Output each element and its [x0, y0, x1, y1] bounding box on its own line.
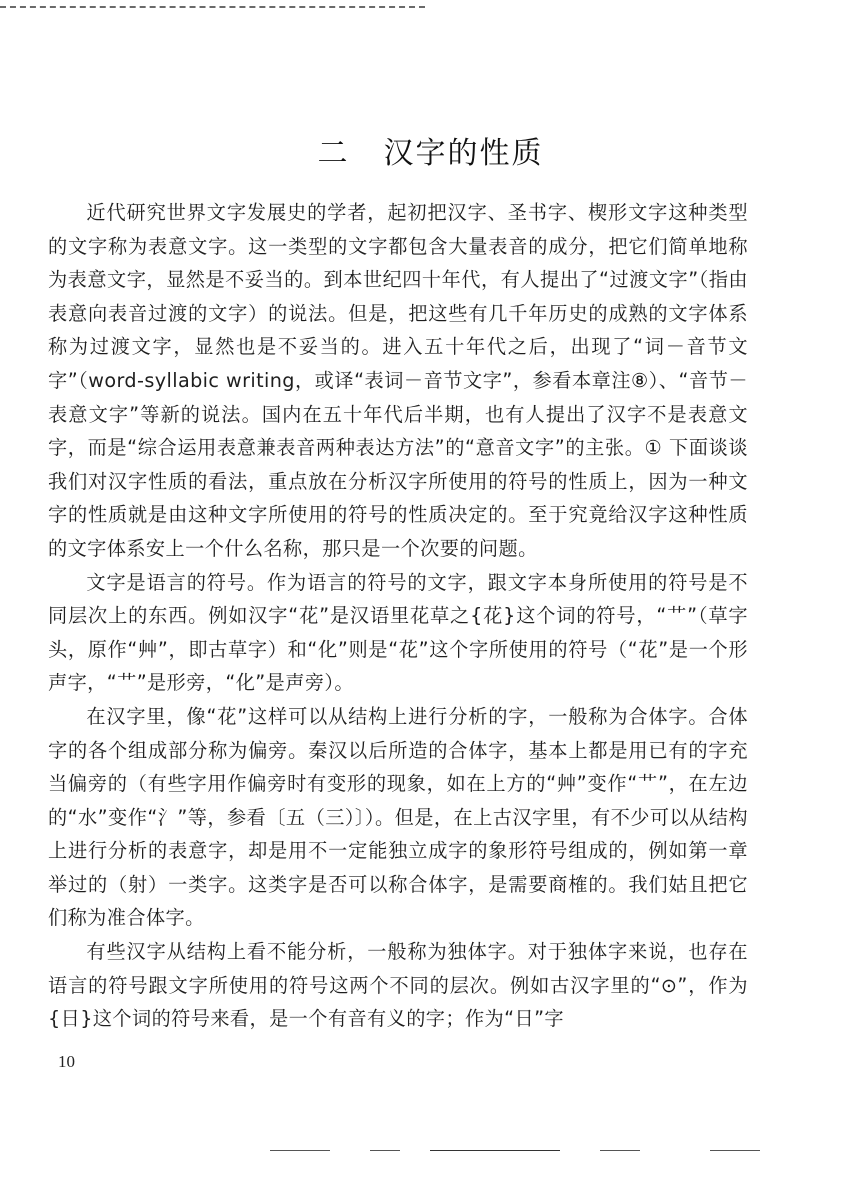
top-dashed-rule [0, 6, 425, 8]
paragraph-2: 文字是语言的符号。作为语言的符号的文字，跟文字本身所使用的符号是不同层次上的东西。例如汉字“花”是汉语里花草之{花}这个词的符号，“艹”（草字头，原作“艸”，即古草字）和“化”则是“花”这个字所使用的符号（“花”是一个形声字，“艹”是形旁，“化”是声旁）。 [48, 570, 748, 695]
scan-artifact-marks [270, 1150, 770, 1154]
page-number: 10 [58, 1052, 75, 1071]
chapter-title: 汉字的性质 [383, 136, 544, 171]
paragraph-4: 有些汉字从结构上看不能分析，一般称为独体字。对于独体字来说，也存在语言的符号跟文字所使用的符号这两个不同的层次。例如古汉字里的“⊙”，作为{日}这个词的符号来看，是一个有音有义的字；作为“日”字 [48, 940, 748, 1031]
body-text [48, 196, 748, 1036]
paragraph-1: 近代研究世界文字发展史的学者，起初把汉字、圣书字、楔形文字这种类型的文字称为表意文字。这一类型的文字都包含大量表音的成分，把它们简单地称为表意文字，显然是不妥当的。到本世纪四十年代，有人提出了“过渡文字”（指由表意向表音过渡的文字）的说法。但是，把这些有几千年历史的成熟的文字体系称为过渡文字，显然也是不妥当的。进入五十年代之后，出现了“词－音节文字”（word-syllabic writing，或译“表词－音节文字”，参看本章注⑧）、“音节－表意文字”等新的说法。国内在五十年代后半期，也有人提出了汉字不是表意文字，而是“综合运用表意兼表音两种表达方法”的“意音文字”的主张。① 下面谈谈我们对汉字性质的看法，重点放在分析汉字所使用的符号的性质上，因为一种文字的性质就是由这种文字所使用的符号的性质决定的。至于究竟给汉字这种性质的文字体系安上一个什么名称，那只是一个次要的问题。 [48, 201, 748, 560]
chapter-heading [0, 128, 861, 172]
paragraph-3: 在汉字里，像“花”这样可以从结构上进行分析的字，一般称为合体字。合体字的各个组成部分称为偏旁。秦汉以后所造的合体字，基本上都是用已有的字充当偏旁的（有些字用作偏旁时有变形的现象，如在上方的“艸”变作“艹”，在左边的“水”变作“氵”等，参看〔五（三）〕）。但是，在上古汉字里，有不少可以从结构上进行分析的表意字，却是用不一定能独立成字的象形符号组成的，例如第一章举过的（射）一类字。这类字是否可以称合体字，是需要商榷的。我们姑且把它们称为准合体字。 [48, 704, 748, 930]
chapter-number: 二 [317, 136, 350, 171]
